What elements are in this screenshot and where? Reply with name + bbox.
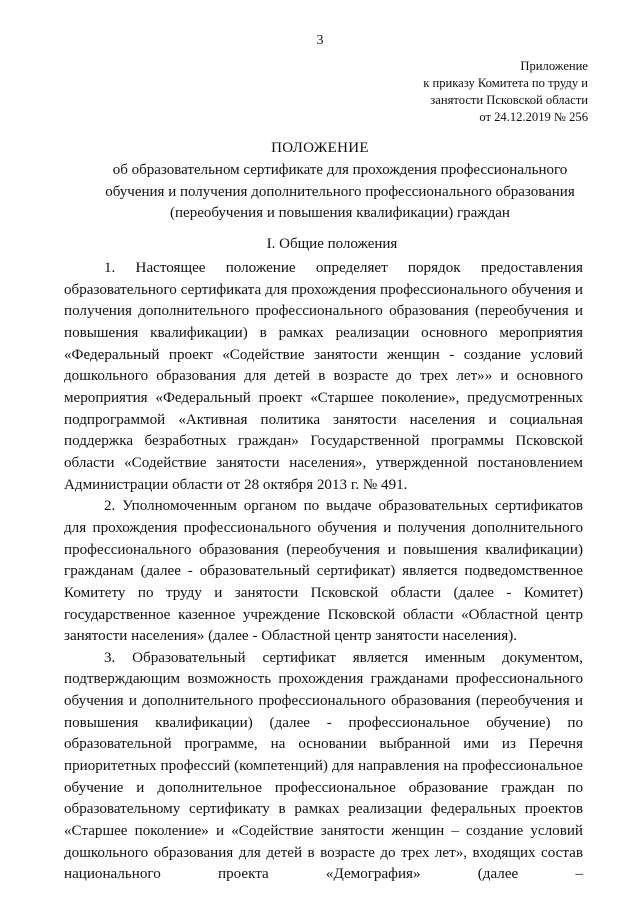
page-number: 3	[316, 33, 324, 48]
section-heading: I. Общие положения	[266, 236, 398, 252]
appendix-line: к приказу Комитета по труду и	[423, 76, 588, 90]
document-body	[64, 258, 583, 886]
paragraph-1: 1. Настоящее положение определяет порядок предоставления образовательного сертификата для прохождения профессионального обучения и получения дополнительного профессионального образования (переобучения и повышения квалификации) в рамках реализации основного мероприятия «Федеральный проект «Содействие занятости женщин - создание условий дошкольного образования для детей в возрасте до трех лет»» и основного мероприятия «Федеральный проект «Старшее поколение», предусмотренных подпрограммой «Активная политика занятости населения и социальная поддержка безработных граждан» Государственной программы Псковской области «Содействие занятости населения», утвержденной постановлением Администрации области от 28 октября 2013 г. № 491.	[64, 260, 583, 493]
subtitle-line: (переобучения и повышения квалификации) граждан	[170, 205, 510, 221]
paragraph-3: 3. Образовательный сертификат является именным документом, подтверждающим возможность прохождения гражданами профессионального обучения и дополнительного профессионального образования (переобучения и повышения квалификации) (далее - профессиональное обучение) по образовательной программе, на основании выбранной ими из Перечня приоритетных профессий (компетенций) для направления на профессиональное обучение и дополнительное профессиональное образование граждан по образовательному сертификату в рамках реализации федеральных проектов «Старшее поколение» и «Содействие занятости женщин – создание условий дошкольного образования для детей в возрасте до трех лет», входящих состав национального проекта «Демография» (далее –	[64, 649, 583, 883]
subtitle-line: об образовательном сертификате для прохождения профессионального	[112, 162, 568, 178]
appendix-line: Приложение	[520, 59, 588, 73]
document-title: ПОЛОЖЕНИЕ	[271, 140, 369, 156]
appendix-line: занятости Псковской области	[430, 93, 588, 107]
appendix-line: от 24.12.2019 № 256	[479, 110, 588, 124]
appendix-block	[423, 58, 588, 126]
subtitle-line: обучения и получения дополнительного профессионального образования	[105, 183, 575, 200]
paragraph-2: 2. Уполномоченным органом по выдаче образовательных сертификатов для прохождения профессионального обучения и получения дополнительного профессионального образования (переобучения и повышения квалификации) гражданам (далее - образовательный сертификат) является подведомственное Комитету по труду и занятости Псковской области (далее - Комитет) государственное казенное учреждение Псковской области «Областной центр занятости населения» (далее - Областной центр занятости населения).	[64, 498, 583, 645]
document-subtitle	[60, 160, 620, 225]
